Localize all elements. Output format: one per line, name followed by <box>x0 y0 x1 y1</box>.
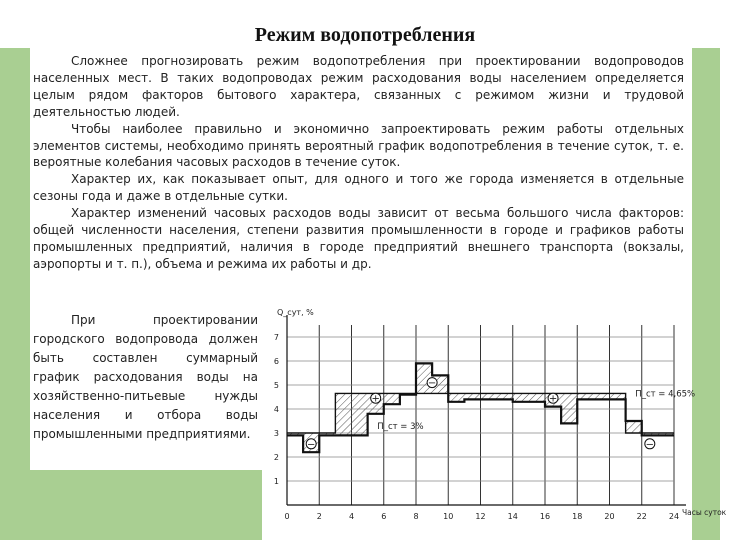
diff-area <box>626 421 642 433</box>
side-text <box>33 311 258 444</box>
diff-area <box>529 393 545 401</box>
x-tick-label: 12 <box>475 512 486 521</box>
marker-symbol: − <box>306 439 316 451</box>
x-tick-label: 6 <box>381 512 387 521</box>
x-tick-label: 10 <box>443 512 454 521</box>
water-consumption-chart <box>262 300 727 540</box>
x-tick-label: 8 <box>413 512 419 521</box>
paragraph-2: Чтобы наиболее правильно и экономично запроектировать режим работы отдельных элементов системы, необходимо принять вероятный график водопотребления в течение суток, т. е. вероятные колебания часовых расходов в течение суток. <box>33 121 684 170</box>
y-tick-label: 6 <box>273 357 279 366</box>
y-tick-label: 5 <box>273 381 279 390</box>
diff-area <box>448 393 464 401</box>
x-tick-label: 4 <box>348 512 355 521</box>
main-text <box>33 53 684 273</box>
supply-label-main: П_ст = 4,65% <box>635 389 696 400</box>
right-green-margin <box>692 48 720 540</box>
x-tick-label: 0 <box>284 512 290 521</box>
x-tick-label: 22 <box>636 512 647 521</box>
y-tick-label: 4 <box>273 405 279 414</box>
x-tick-label: 18 <box>572 512 583 521</box>
x-tick-label: 14 <box>507 512 518 521</box>
paragraph-1: Сложнее прогнозировать режим водопотребления при проектировании водопроводов населенных мест. В таких водопроводах режим расходования воды населением определяется целым рядом факторов бытового характера, связанных с режимом жизни и трудовой деятельностью людей. <box>33 54 684 119</box>
marker-symbol: − <box>427 378 437 390</box>
x-tick-label: 20 <box>604 512 615 521</box>
left-green-margin <box>0 48 30 540</box>
x-tick-label: 16 <box>539 512 551 521</box>
y-tick-label: 2 <box>273 453 279 462</box>
diff-area <box>561 393 577 423</box>
slide-title: Режим водопотребления <box>254 24 476 46</box>
marker-symbol: − <box>645 439 655 451</box>
x-tick-label: 2 <box>316 512 322 521</box>
diff-area <box>513 393 529 401</box>
marker-symbol: + <box>371 393 380 405</box>
x-tick-label: 24 <box>668 512 680 521</box>
supply-label-low: П_ст = 3% <box>377 422 424 432</box>
side-paragraph: При проектировании городского водопровода должен быть составлен суммарный график расходования воды на хозяйственно-питьевые нужды населения и отбора воды промышленными предприятиями. <box>33 313 258 441</box>
diff-area <box>335 393 351 435</box>
diff-area <box>352 393 368 435</box>
diff-area <box>384 393 400 404</box>
bottom-green-block <box>0 470 262 540</box>
y-tick-label: 7 <box>273 333 279 342</box>
paragraph-3: Характер их, как показывает опыт, для одного и того же города изменяется в отдельные сезоны года и даже в отдельные сутки. <box>33 172 684 204</box>
y-tick-label: 3 <box>273 429 279 438</box>
y-axis-label: Q_сут, % <box>277 308 314 317</box>
x-axis-label: Часы суток <box>682 508 727 517</box>
paragraph-4: Характер изменений часовых расходов воды зависит от весьма большого числа факторов: общей численности населения, степени развития промышленности в городе и графиков работы промышленных предприятий, наличия в городе предприятий внешнего транспорта (вокзалы, аэропорты и т. п.), объема и режима их работы и др. <box>33 206 684 271</box>
marker-symbol: + <box>548 393 558 405</box>
y-tick-label: 1 <box>273 477 279 486</box>
